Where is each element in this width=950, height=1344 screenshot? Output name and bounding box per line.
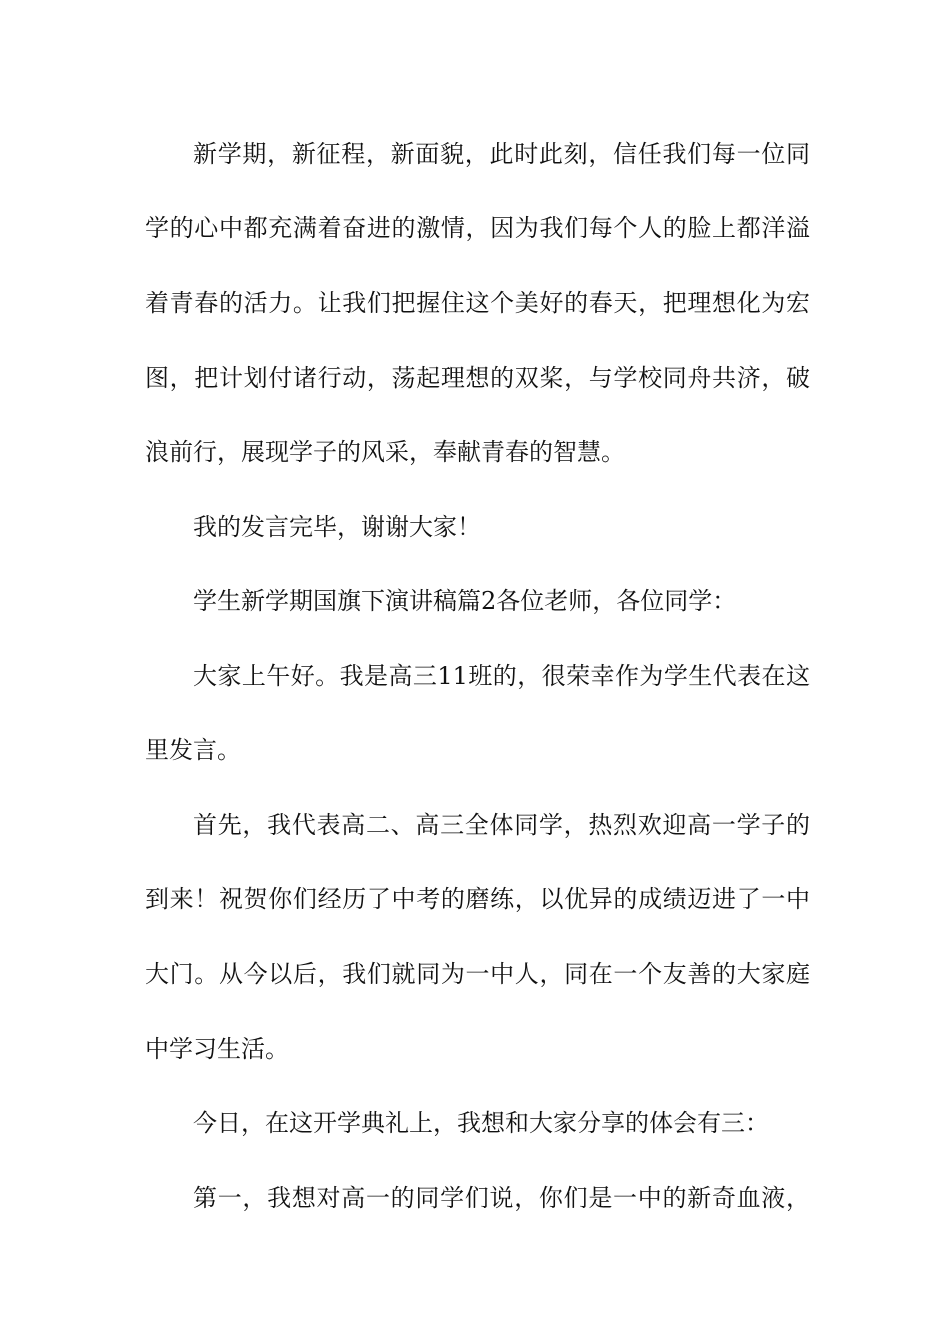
- paragraph-line: 今日，在这开学典礼上，我想和大家分享的体会有三：: [193, 1109, 769, 1137]
- paragraph-line: 图，把计划付诸行动，荡起理想的双桨，与学校同舟共济，破: [145, 364, 810, 392]
- paragraph-line: 里发言。: [145, 736, 241, 764]
- paragraph-line: 浪前行，展现学子的风采，奉献青春的智慧。: [145, 438, 625, 466]
- paragraph-line: 新学期，新征程，新面貌，此时此刻，信任我们每一位同: [193, 140, 810, 168]
- paragraph-line: 中学习生活。: [145, 1035, 289, 1063]
- paragraph-line: 大门。从今以后，我们就同为一中人，同在一个友善的大家庭: [145, 960, 810, 988]
- paragraph-line: 着青春的活力。让我们把握住这个美好的春天，把理想化为宏: [145, 289, 810, 317]
- paragraph-line: 到来！祝贺你们经历了中考的磨练，以优异的成绩迈进了一中: [145, 885, 810, 913]
- paragraph-line: 首先，我代表高二、高三全体同学，热烈欢迎高一学子的: [193, 811, 810, 839]
- paragraph-line: 第一，我想对高一的同学们说，你们是一中的新奇血液，: [193, 1184, 810, 1212]
- paragraph-line: 大家上午好。我是高三11班的，很荣幸作为学生代表在这: [193, 662, 810, 690]
- paragraph-line: 我的发言完毕，谢谢大家！: [193, 513, 481, 541]
- paragraph-line: 学的心中都充满着奋进的激情，因为我们每个人的脸上都洋溢: [145, 214, 810, 242]
- paragraph-line: 学生新学期国旗下演讲稿篇2各位老师，各位同学：: [193, 587, 737, 615]
